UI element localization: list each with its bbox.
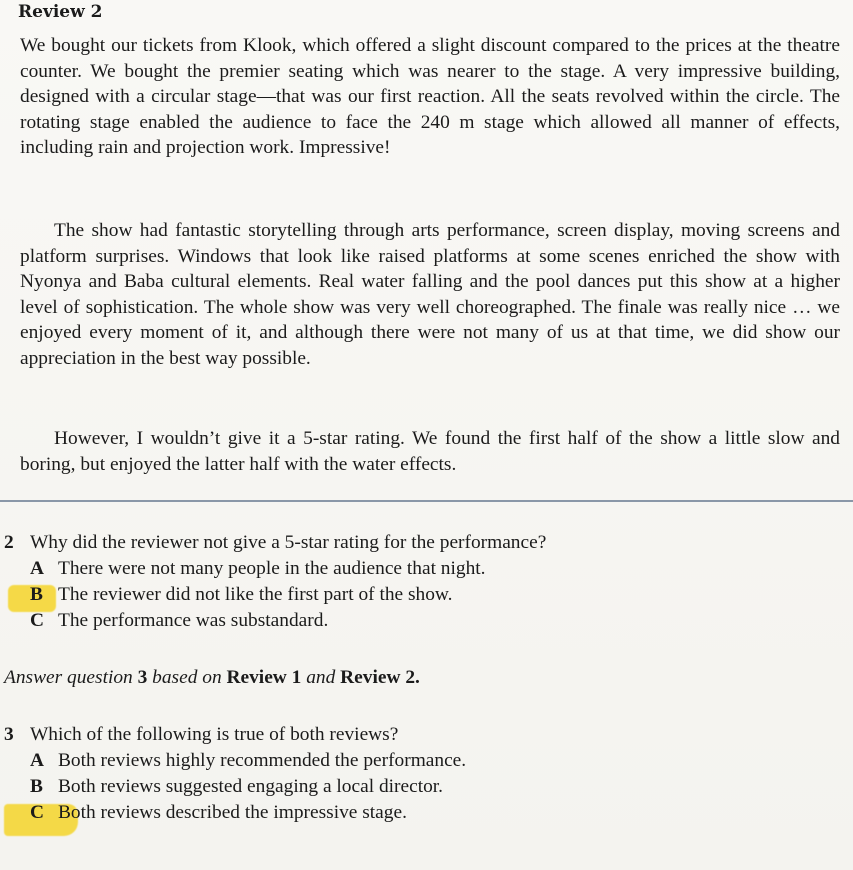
question-text: Which of the following is true of both reviews?: [30, 724, 399, 745]
option-text: Both reviews suggested engaging a local director.: [58, 776, 444, 797]
question-2-option-c: [30, 608, 328, 634]
instruction-ref1: Review 1: [226, 667, 302, 688]
option-letter: A: [30, 750, 45, 771]
option-text: There were not many people in the audience that night.: [58, 558, 486, 579]
question-number: 3: [4, 724, 14, 745]
question-3-option-c: [30, 800, 407, 826]
question-2-option-a: [30, 556, 486, 582]
question-text: Why did the reviewer not give a 5-star rating for the performance?: [30, 532, 547, 553]
question-number: 2: [4, 532, 14, 553]
option-letter: C: [30, 610, 45, 631]
review-paragraph-2: The show had fantastic storytelling through arts performance, screen display, moving screens and platform surprises. Windows that look like raised platforms at some scenes enriched the show with Nyonya and Baba cultural elements. Real water falling and the pool dances put this show at a higher level of sophistication. The whole show was very well choreographed. The finale was really nice … we enjoyed every moment of it, and although there were not many of us at that time, we did show our appreciation in the best way possible.: [20, 220, 840, 369]
instruction-number: 3: [137, 667, 148, 688]
option-text: The performance was substandard.: [58, 610, 329, 631]
instruction-ref2: Review 2: [340, 667, 416, 688]
section-divider: [0, 500, 853, 502]
question-3-option-a: [30, 748, 466, 774]
option-text: Both reviews described the impressive stage.: [58, 802, 407, 823]
review-paragraph-1: We bought our tickets from Klook, which offered a slight discount compared to the prices at the theatre counter. We bought the premier seating which was nearer to the stage. A very impressive building, designed with a circular stage—that was our first reaction. All the seats revolved within the circle. The rotating stage enabled the audience to face the 240 m stage which allowed all manner of effects, including rain and projection work. Impressive!: [20, 35, 840, 159]
question-2-option-b: [30, 582, 453, 608]
option-letter: C: [30, 802, 45, 823]
option-letter: A: [30, 558, 45, 579]
review-title: Review 2: [18, 2, 103, 22]
question-3-option-b: [30, 774, 443, 800]
option-letter: B: [30, 584, 43, 605]
instruction-prefix: Answer question: [4, 667, 133, 688]
instruction-middle: based on: [152, 667, 222, 688]
instruction-line: [4, 667, 420, 689]
question-3: [4, 722, 398, 748]
option-text: Both reviews highly recommended the performance.: [58, 750, 467, 771]
option-text: The reviewer did not like the first part of the show.: [58, 584, 453, 605]
option-letter: B: [30, 776, 43, 797]
instruction-suffix: .: [415, 667, 420, 688]
question-2: [4, 530, 546, 556]
review-paragraph-3: However, I wouldn’t give it a 5-star rating. We found the first half of the show a little slow and boring, but enjoyed the latter half with the water effects.: [20, 428, 840, 475]
instruction-and: and: [306, 667, 336, 688]
